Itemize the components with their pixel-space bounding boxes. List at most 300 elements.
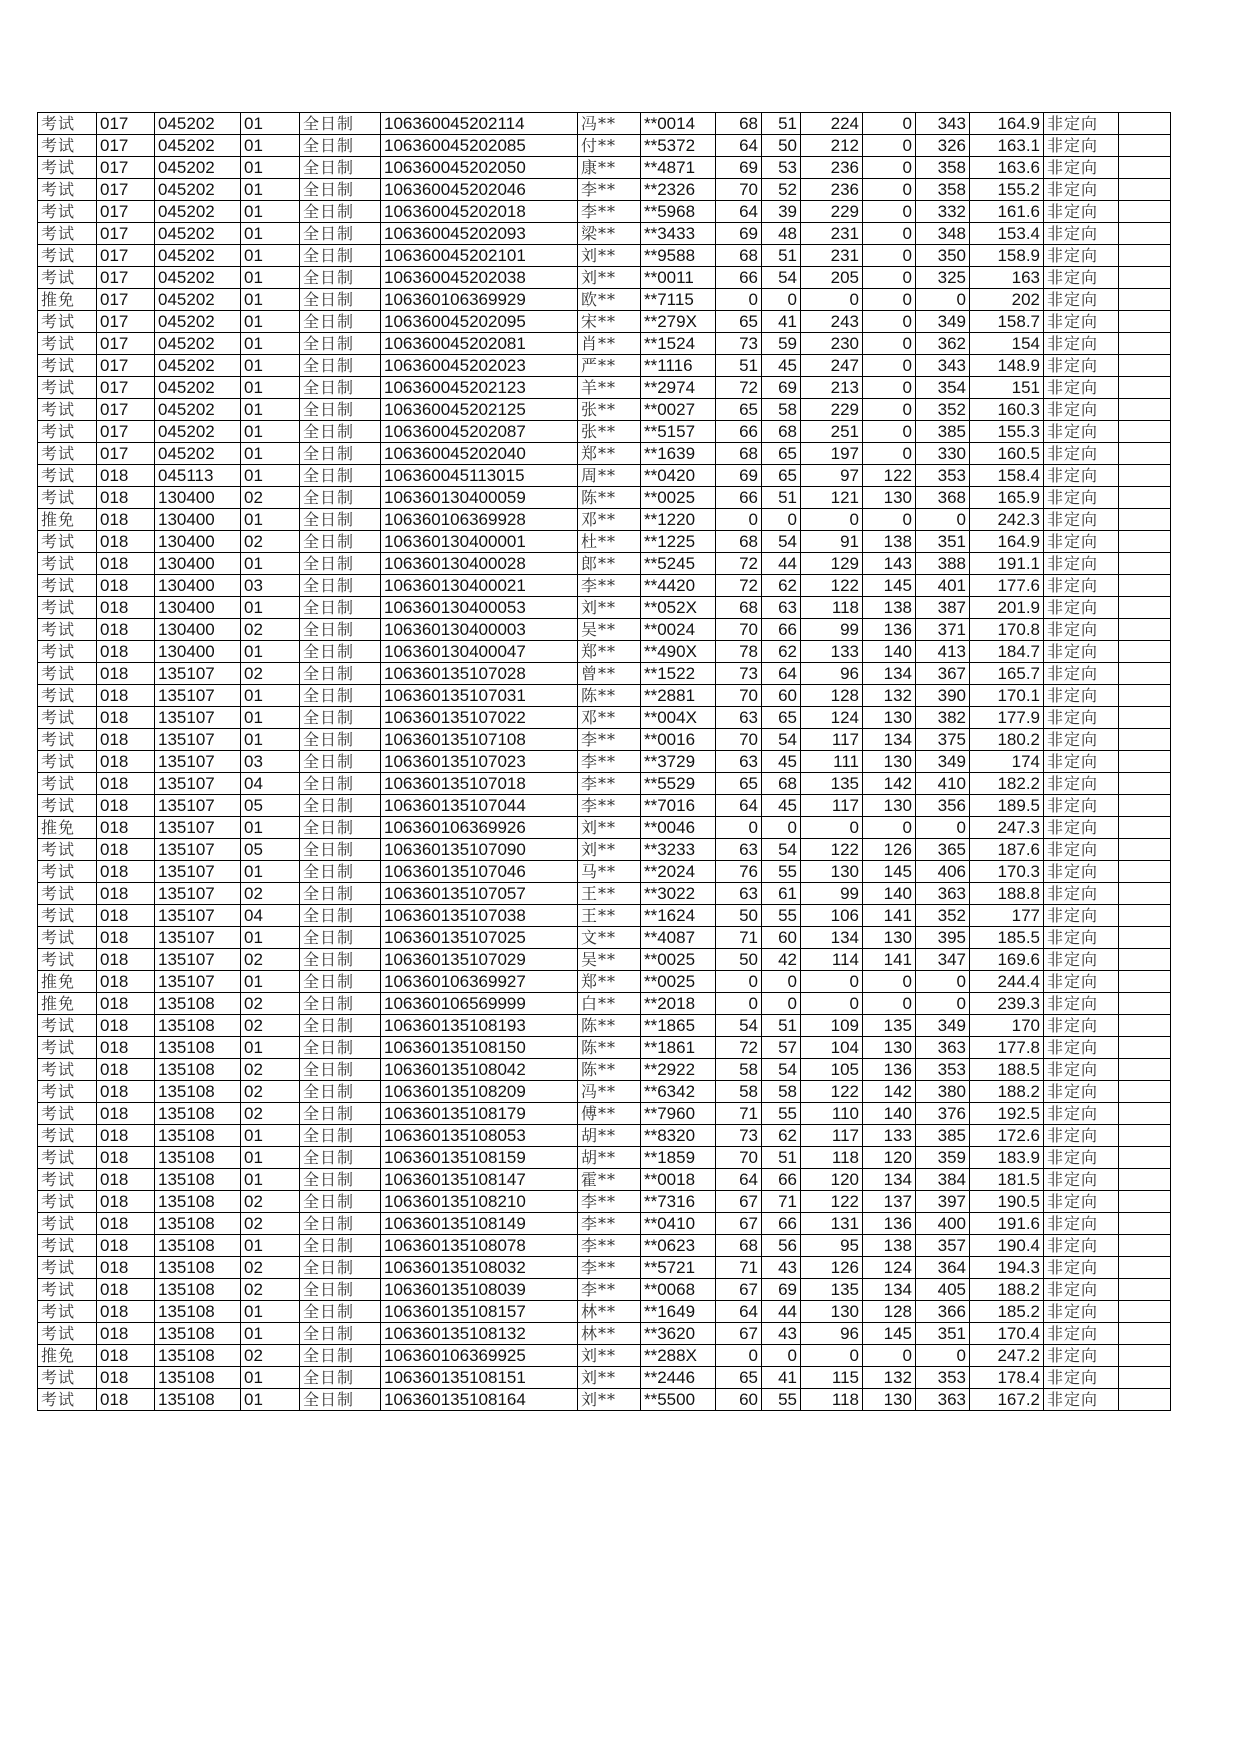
cell-note — [1119, 135, 1171, 157]
cell-note — [1119, 817, 1171, 839]
cell-total: 413 — [916, 641, 970, 663]
cell-id-tail: **5245 — [641, 553, 716, 575]
cell-major: 135107 — [155, 685, 241, 707]
cell-note — [1119, 487, 1171, 509]
cell-dept: 018 — [97, 927, 155, 949]
cell-id-tail: **2974 — [641, 377, 716, 399]
table-row — [38, 1301, 1171, 1323]
cell-major: 045202 — [155, 179, 241, 201]
cell-s4: 132 — [863, 685, 916, 707]
cell-category: 非定向 — [1044, 641, 1119, 663]
cell-s1: 67 — [716, 1191, 762, 1213]
cell-total: 0 — [916, 993, 970, 1015]
cell-s3: 129 — [801, 553, 863, 575]
cell-note — [1119, 883, 1171, 905]
cell-name: 曾** — [578, 663, 641, 685]
cell-type: 考试 — [38, 1081, 97, 1103]
cell-s1: 54 — [716, 1015, 762, 1037]
cell-category: 非定向 — [1044, 135, 1119, 157]
cell-final: 164.9 — [970, 531, 1044, 553]
table-row — [38, 355, 1171, 377]
table-row — [38, 685, 1171, 707]
cell-dept: 017 — [97, 289, 155, 311]
cell-s2: 0 — [762, 289, 801, 311]
cell-type: 考试 — [38, 1301, 97, 1323]
cell-type: 考试 — [38, 1147, 97, 1169]
cell-s3: 122 — [801, 1081, 863, 1103]
cell-dept: 017 — [97, 399, 155, 421]
cell-s2: 71 — [762, 1191, 801, 1213]
cell-final: 188.2 — [970, 1081, 1044, 1103]
cell-id-tail: **1116 — [641, 355, 716, 377]
cell-direction: 01 — [241, 861, 300, 883]
cell-category: 非定向 — [1044, 553, 1119, 575]
cell-direction: 02 — [241, 1213, 300, 1235]
cell-dept: 017 — [97, 311, 155, 333]
cell-exam-no: 106360045202081 — [381, 333, 578, 355]
cell-s1: 69 — [716, 223, 762, 245]
cell-type: 考试 — [38, 1213, 97, 1235]
cell-mode: 全日制 — [300, 839, 381, 861]
cell-type: 考试 — [38, 905, 97, 927]
cell-type: 考试 — [38, 421, 97, 443]
cell-mode: 全日制 — [300, 575, 381, 597]
cell-major: 135107 — [155, 971, 241, 993]
cell-s4: 0 — [863, 223, 916, 245]
cell-id-tail: **7960 — [641, 1103, 716, 1125]
cell-mode: 全日制 — [300, 1389, 381, 1411]
cell-total: 0 — [916, 509, 970, 531]
cell-major: 045202 — [155, 113, 241, 135]
cell-s1: 0 — [716, 289, 762, 311]
table-row — [38, 1191, 1171, 1213]
table-row — [38, 1125, 1171, 1147]
cell-name: 刘** — [578, 839, 641, 861]
cell-total: 0 — [916, 971, 970, 993]
cell-major: 135108 — [155, 1323, 241, 1345]
cell-s3: 99 — [801, 883, 863, 905]
cell-final: 191.6 — [970, 1213, 1044, 1235]
table-row — [38, 729, 1171, 751]
cell-s2: 62 — [762, 1125, 801, 1147]
cell-type: 考试 — [38, 553, 97, 575]
cell-s3: 243 — [801, 311, 863, 333]
cell-s2: 45 — [762, 751, 801, 773]
cell-direction: 01 — [241, 1301, 300, 1323]
cell-s3: 117 — [801, 729, 863, 751]
cell-dept: 018 — [97, 1125, 155, 1147]
cell-name: 林** — [578, 1323, 641, 1345]
cell-type: 考试 — [38, 179, 97, 201]
cell-direction: 02 — [241, 1103, 300, 1125]
cell-id-tail: **3022 — [641, 883, 716, 905]
cell-s2: 65 — [762, 465, 801, 487]
cell-note — [1119, 707, 1171, 729]
cell-s2: 51 — [762, 1147, 801, 1169]
cell-exam-no: 106360106369929 — [381, 289, 578, 311]
cell-category: 非定向 — [1044, 531, 1119, 553]
cell-type: 考试 — [38, 685, 97, 707]
cell-name: 宋** — [578, 311, 641, 333]
cell-s4: 141 — [863, 905, 916, 927]
cell-note — [1119, 1323, 1171, 1345]
cell-note — [1119, 157, 1171, 179]
cell-note — [1119, 1213, 1171, 1235]
cell-s1: 70 — [716, 1147, 762, 1169]
table-row — [38, 553, 1171, 575]
cell-dept: 018 — [97, 1169, 155, 1191]
cell-total: 358 — [916, 179, 970, 201]
cell-s2: 51 — [762, 245, 801, 267]
cell-major: 135108 — [155, 1125, 241, 1147]
cell-s1: 63 — [716, 707, 762, 729]
cell-s3: 213 — [801, 377, 863, 399]
cell-note — [1119, 971, 1171, 993]
cell-mode: 全日制 — [300, 377, 381, 399]
cell-name: 文** — [578, 927, 641, 949]
cell-major: 130400 — [155, 509, 241, 531]
cell-total: 350 — [916, 245, 970, 267]
cell-dept: 017 — [97, 245, 155, 267]
cell-s3: 109 — [801, 1015, 863, 1037]
cell-category: 非定向 — [1044, 399, 1119, 421]
cell-exam-no: 106360130400059 — [381, 487, 578, 509]
cell-category: 非定向 — [1044, 1059, 1119, 1081]
cell-s3: 251 — [801, 421, 863, 443]
cell-final: 178.4 — [970, 1367, 1044, 1389]
cell-major: 135108 — [155, 1279, 241, 1301]
cell-mode: 全日制 — [300, 1147, 381, 1169]
cell-direction: 02 — [241, 883, 300, 905]
cell-direction: 02 — [241, 1015, 300, 1037]
cell-direction: 03 — [241, 575, 300, 597]
cell-final: 177.6 — [970, 575, 1044, 597]
cell-s3: 236 — [801, 179, 863, 201]
cell-exam-no: 106360135108164 — [381, 1389, 578, 1411]
cell-direction: 01 — [241, 641, 300, 663]
cell-name: 李** — [578, 1257, 641, 1279]
cell-s4: 134 — [863, 1279, 916, 1301]
cell-s1: 70 — [716, 619, 762, 641]
cell-final: 169.6 — [970, 949, 1044, 971]
cell-note — [1119, 575, 1171, 597]
cell-direction: 01 — [241, 597, 300, 619]
cell-direction: 01 — [241, 135, 300, 157]
cell-major: 130400 — [155, 641, 241, 663]
cell-s1: 78 — [716, 641, 762, 663]
cell-major: 135108 — [155, 1367, 241, 1389]
cell-s1: 63 — [716, 883, 762, 905]
cell-s2: 58 — [762, 1081, 801, 1103]
cell-s4: 120 — [863, 1147, 916, 1169]
cell-id-tail: **1865 — [641, 1015, 716, 1037]
cell-note — [1119, 729, 1171, 751]
cell-id-tail: **1522 — [641, 663, 716, 685]
cell-dept: 018 — [97, 685, 155, 707]
cell-s4: 140 — [863, 883, 916, 905]
cell-category: 非定向 — [1044, 377, 1119, 399]
cell-total: 376 — [916, 1103, 970, 1125]
cell-dept: 017 — [97, 201, 155, 223]
table-row — [38, 377, 1171, 399]
cell-name: 霍** — [578, 1169, 641, 1191]
cell-s3: 126 — [801, 1257, 863, 1279]
cell-s2: 0 — [762, 817, 801, 839]
cell-s2: 39 — [762, 201, 801, 223]
cell-exam-no: 106360135107025 — [381, 927, 578, 949]
cell-major: 135107 — [155, 663, 241, 685]
table-row — [38, 531, 1171, 553]
cell-s1: 69 — [716, 157, 762, 179]
cell-s3: 124 — [801, 707, 863, 729]
cell-s1: 64 — [716, 795, 762, 817]
cell-s4: 130 — [863, 707, 916, 729]
cell-id-tail: **3620 — [641, 1323, 716, 1345]
cell-id-tail: **9588 — [641, 245, 716, 267]
cell-total: 356 — [916, 795, 970, 817]
cell-mode: 全日制 — [300, 1345, 381, 1367]
cell-type: 考试 — [38, 135, 97, 157]
cell-type: 考试 — [38, 1125, 97, 1147]
cell-name: 陈** — [578, 1015, 641, 1037]
cell-direction: 01 — [241, 707, 300, 729]
cell-type: 考试 — [38, 839, 97, 861]
cell-mode: 全日制 — [300, 1301, 381, 1323]
table-row — [38, 575, 1171, 597]
cell-s1: 0 — [716, 1345, 762, 1367]
cell-name: 胡** — [578, 1125, 641, 1147]
table-row — [38, 1015, 1171, 1037]
cell-exam-no: 106360045202123 — [381, 377, 578, 399]
cell-s2: 41 — [762, 1367, 801, 1389]
cell-mode: 全日制 — [300, 179, 381, 201]
cell-s4: 138 — [863, 531, 916, 553]
cell-s4: 141 — [863, 949, 916, 971]
cell-s1: 58 — [716, 1081, 762, 1103]
cell-exam-no: 106360135107044 — [381, 795, 578, 817]
cell-s2: 51 — [762, 1015, 801, 1037]
cell-category: 非定向 — [1044, 1301, 1119, 1323]
cell-dept: 018 — [97, 861, 155, 883]
table-row — [38, 795, 1171, 817]
cell-exam-no: 106360130400053 — [381, 597, 578, 619]
cell-s4: 132 — [863, 1367, 916, 1389]
cell-s1: 69 — [716, 465, 762, 487]
cell-exam-no: 106360130400028 — [381, 553, 578, 575]
cell-total: 410 — [916, 773, 970, 795]
cell-major: 045202 — [155, 201, 241, 223]
cell-s2: 45 — [762, 355, 801, 377]
cell-total: 0 — [916, 817, 970, 839]
cell-direction: 02 — [241, 1081, 300, 1103]
cell-s1: 66 — [716, 487, 762, 509]
cell-direction: 02 — [241, 1257, 300, 1279]
cell-s1: 64 — [716, 201, 762, 223]
cell-name: 肖** — [578, 333, 641, 355]
cell-major: 045202 — [155, 157, 241, 179]
cell-exam-no: 106360045202095 — [381, 311, 578, 333]
cell-final: 148.9 — [970, 355, 1044, 377]
cell-name: 李** — [578, 729, 641, 751]
cell-name: 吴** — [578, 619, 641, 641]
cell-s1: 58 — [716, 1059, 762, 1081]
cell-major: 135108 — [155, 1081, 241, 1103]
cell-total: 359 — [916, 1147, 970, 1169]
cell-total: 368 — [916, 487, 970, 509]
score-table — [37, 112, 1171, 1411]
cell-mode: 全日制 — [300, 1367, 381, 1389]
cell-category: 非定向 — [1044, 113, 1119, 135]
cell-s4: 0 — [863, 311, 916, 333]
cell-final: 155.2 — [970, 179, 1044, 201]
cell-exam-no: 106360045202046 — [381, 179, 578, 201]
cell-category: 非定向 — [1044, 1257, 1119, 1279]
cell-dept: 018 — [97, 1367, 155, 1389]
cell-mode: 全日制 — [300, 751, 381, 773]
cell-id-tail: **0025 — [641, 949, 716, 971]
cell-total: 380 — [916, 1081, 970, 1103]
cell-mode: 全日制 — [300, 201, 381, 223]
cell-name: 郑** — [578, 443, 641, 465]
cell-type: 考试 — [38, 597, 97, 619]
cell-type: 考试 — [38, 1059, 97, 1081]
cell-exam-no: 106360135107031 — [381, 685, 578, 707]
cell-dept: 018 — [97, 1235, 155, 1257]
cell-direction: 01 — [241, 355, 300, 377]
cell-dept: 018 — [97, 1345, 155, 1367]
cell-final: 177.8 — [970, 1037, 1044, 1059]
cell-s2: 54 — [762, 1059, 801, 1081]
cell-dept: 018 — [97, 773, 155, 795]
cell-note — [1119, 311, 1171, 333]
cell-name: 李** — [578, 1213, 641, 1235]
cell-s2: 55 — [762, 1389, 801, 1411]
cell-s1: 64 — [716, 1169, 762, 1191]
cell-type: 考试 — [38, 1103, 97, 1125]
cell-note — [1119, 1147, 1171, 1169]
table-row — [38, 1279, 1171, 1301]
cell-note — [1119, 465, 1171, 487]
cell-s4: 134 — [863, 663, 916, 685]
table-row — [38, 487, 1171, 509]
cell-s1: 73 — [716, 663, 762, 685]
cell-final: 247.2 — [970, 1345, 1044, 1367]
cell-note — [1119, 553, 1171, 575]
cell-name: 刘** — [578, 1389, 641, 1411]
cell-final: 165.7 — [970, 663, 1044, 685]
cell-dept: 018 — [97, 1213, 155, 1235]
cell-direction: 01 — [241, 1147, 300, 1169]
cell-category: 非定向 — [1044, 245, 1119, 267]
cell-type: 推免 — [38, 289, 97, 311]
cell-type: 考试 — [38, 267, 97, 289]
cell-id-tail: **0046 — [641, 817, 716, 839]
cell-type: 考试 — [38, 641, 97, 663]
cell-s3: 121 — [801, 487, 863, 509]
cell-s2: 51 — [762, 113, 801, 135]
cell-total: 371 — [916, 619, 970, 641]
cell-major: 045202 — [155, 333, 241, 355]
cell-s1: 65 — [716, 1367, 762, 1389]
cell-id-tail: **5500 — [641, 1389, 716, 1411]
cell-dept: 018 — [97, 707, 155, 729]
cell-dept: 018 — [97, 751, 155, 773]
cell-s1: 73 — [716, 1125, 762, 1147]
cell-s3: 205 — [801, 267, 863, 289]
cell-id-tail: **0068 — [641, 1279, 716, 1301]
cell-s3: 0 — [801, 971, 863, 993]
cell-major: 130400 — [155, 531, 241, 553]
cell-dept: 017 — [97, 157, 155, 179]
cell-s3: 97 — [801, 465, 863, 487]
cell-s1: 68 — [716, 245, 762, 267]
cell-direction: 01 — [241, 465, 300, 487]
cell-exam-no: 106360135107046 — [381, 861, 578, 883]
cell-note — [1119, 1191, 1171, 1213]
cell-category: 非定向 — [1044, 1103, 1119, 1125]
cell-final: 201.9 — [970, 597, 1044, 619]
cell-dept: 018 — [97, 1015, 155, 1037]
cell-s3: 229 — [801, 201, 863, 223]
cell-mode: 全日制 — [300, 795, 381, 817]
cell-s1: 68 — [716, 1235, 762, 1257]
cell-exam-no: 106360130400047 — [381, 641, 578, 663]
cell-s2: 50 — [762, 135, 801, 157]
cell-s4: 136 — [863, 1213, 916, 1235]
cell-s1: 0 — [716, 817, 762, 839]
cell-total: 325 — [916, 267, 970, 289]
cell-major: 135108 — [155, 1037, 241, 1059]
cell-final: 177 — [970, 905, 1044, 927]
cell-mode: 全日制 — [300, 773, 381, 795]
cell-major: 135107 — [155, 707, 241, 729]
cell-major: 045202 — [155, 377, 241, 399]
cell-s1: 65 — [716, 773, 762, 795]
cell-s4: 122 — [863, 465, 916, 487]
cell-s1: 0 — [716, 509, 762, 531]
cell-dept: 018 — [97, 883, 155, 905]
cell-name: 邓** — [578, 509, 641, 531]
cell-s3: 105 — [801, 1059, 863, 1081]
cell-type: 考试 — [38, 1367, 97, 1389]
cell-exam-no: 106360045202101 — [381, 245, 578, 267]
cell-total: 326 — [916, 135, 970, 157]
cell-s4: 142 — [863, 773, 916, 795]
cell-final: 185.5 — [970, 927, 1044, 949]
cell-type: 考试 — [38, 201, 97, 223]
cell-direction: 05 — [241, 795, 300, 817]
cell-note — [1119, 443, 1171, 465]
cell-note — [1119, 751, 1171, 773]
cell-final: 170.8 — [970, 619, 1044, 641]
cell-exam-no: 106360135108132 — [381, 1323, 578, 1345]
cell-type: 考试 — [38, 245, 97, 267]
cell-final: 170 — [970, 1015, 1044, 1037]
cell-s4: 134 — [863, 729, 916, 751]
cell-category: 非定向 — [1044, 685, 1119, 707]
cell-major: 130400 — [155, 553, 241, 575]
cell-category: 非定向 — [1044, 179, 1119, 201]
cell-name: 陈** — [578, 1037, 641, 1059]
table-row — [38, 311, 1171, 333]
cell-total: 348 — [916, 223, 970, 245]
cell-exam-no: 106360045202114 — [381, 113, 578, 135]
cell-major: 045202 — [155, 223, 241, 245]
cell-s4: 0 — [863, 245, 916, 267]
cell-major: 135107 — [155, 839, 241, 861]
cell-id-tail: **6342 — [641, 1081, 716, 1103]
cell-exam-no: 106360045202038 — [381, 267, 578, 289]
